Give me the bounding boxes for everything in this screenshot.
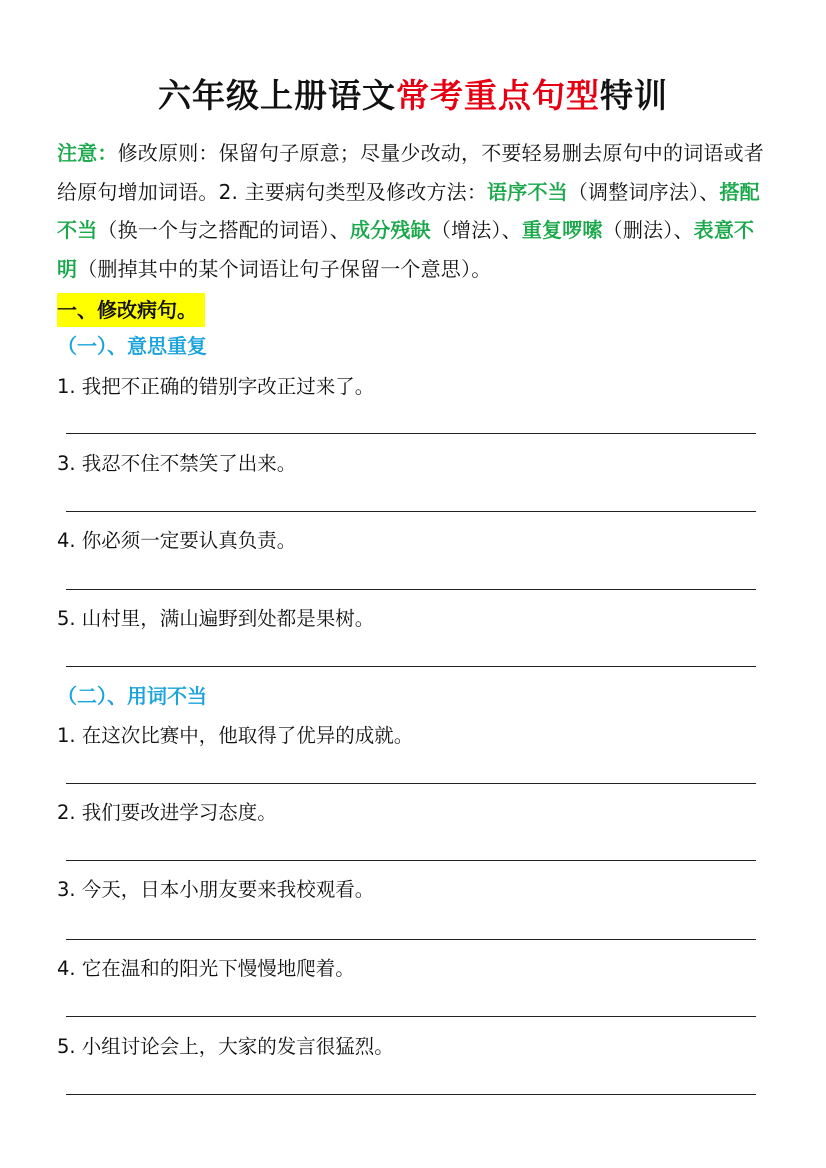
- exercise-item: 4. 你必须一定要认真负责。: [57, 529, 297, 552]
- notice-label: 注意：: [57, 141, 118, 165]
- exercise-item: 5. 小组讨论会上，大家的发言很猛烈。: [57, 1035, 394, 1058]
- exercise-item: 2. 我们要改进学习态度。: [57, 801, 277, 824]
- answer-line[interactable]: [66, 783, 756, 784]
- answer-line[interactable]: [66, 433, 756, 434]
- notice-keyword-missing-component: 成分残缺: [350, 218, 431, 242]
- title-part-3: 特训: [600, 76, 668, 115]
- answer-line[interactable]: [66, 666, 756, 667]
- notice-text-6: （删掉其中的某个词语让句子保留一个意思）。: [77, 256, 492, 281]
- answer-line[interactable]: [66, 939, 756, 940]
- notice-text-1: 修改原则：保留句子原意；尽量少改动，不要轻易删去原句中的词语或者给原句增加词语。2. 主要病句类型及修改方法：: [57, 141, 765, 204]
- notice-keyword-ambiguity: 表意不明: [57, 218, 755, 281]
- notice-text-3: （换一个与之搭配的词语）、: [97, 218, 351, 242]
- notice-keyword-collocation: 搭配不当: [57, 179, 760, 242]
- answer-line[interactable]: [66, 1016, 756, 1017]
- notice-keyword-word-order: 语序不当: [487, 179, 568, 204]
- subsection-heading-repetition: （一）、意思重复: [57, 334, 207, 358]
- exercise-item: 1. 我把不正确的错别字改正过来了。: [57, 375, 375, 398]
- page-title: [0, 74, 826, 118]
- title-part-1: 六年级上册语文: [158, 76, 396, 115]
- notice-text-2: （调整词序法）、: [567, 179, 720, 204]
- exercise-item: 3. 我忍不住不禁笑了出来。: [57, 452, 297, 475]
- notice-keyword-redundancy: 重复啰嗦: [521, 218, 603, 242]
- exercise-item: 4. 它在温和的阳光下慢慢地爬着。: [57, 957, 355, 980]
- subsection-heading-word-usage: （二）、用词不当: [57, 684, 207, 708]
- exercise-item: 1. 在这次比赛中，他取得了优异的成就。: [57, 724, 414, 747]
- notice-text-5: （删法）、: [602, 218, 694, 242]
- answer-line[interactable]: [66, 1094, 756, 1095]
- answer-line[interactable]: [66, 589, 756, 590]
- exercise-item: 3. 今天，日本小朋友要来我校观看。: [57, 878, 375, 901]
- notice-paragraph: [57, 134, 773, 288]
- section-heading: 一、修改病句。: [57, 293, 205, 327]
- notice-text-4: （增法）、: [430, 218, 522, 242]
- title-part-2-highlight: 常考重点句型: [396, 76, 600, 115]
- answer-line[interactable]: [66, 860, 756, 861]
- answer-line[interactable]: [66, 511, 756, 512]
- exercise-item: 5. 山村里，满山遍野到处都是果树。: [57, 607, 375, 630]
